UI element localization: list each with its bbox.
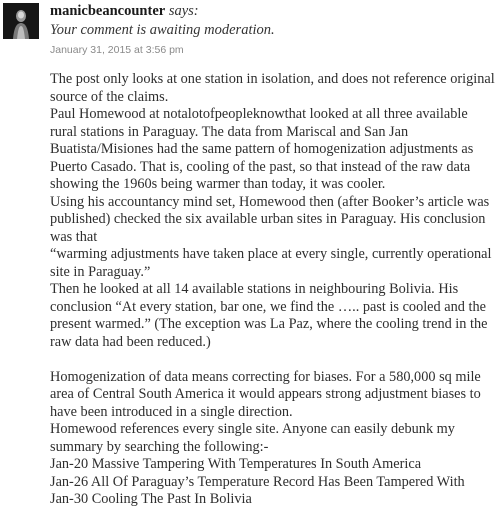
comment-meta [50, 0, 490, 58]
comment-body [50, 71, 496, 509]
comment-paragraph: Jan-26 All Of Paraguay’s Temperature Record Has Been Tampered With [50, 473, 465, 490]
paragraph-gap [50, 351, 496, 369]
comment-date-link[interactable]: January 31, 2015 at 3:56 pm [50, 44, 184, 56]
comment-paragraph: Jan-30 Cooling The Past In Bolivia [50, 491, 252, 507]
comment-paragraph: “warming adjustments have taken place at every single, currently operational site in Paraguay.” [50, 246, 492, 280]
comment-paragraph: The post only looks at one station in isolation, and does not reference original source of the claims. [50, 71, 495, 105]
moderation-notice: Your comment is awaiting moderation. [50, 22, 275, 38]
comment-paragraph: Homewood references every single site. Anyone can easily debunk my summary by searching the following:- [50, 421, 455, 455]
comment-paragraph: Paul Homewood at notalotofpeopleknowthat looked at all three available rural stations in Paraguay. The data from Mariscal and San Jan Buatista/Misiones had the same pattern of homogenization adjustments as Puerto Casado. That is, cooling of the past, so that instead of the raw data showing the 1960s being warmer than today, it was cooler. [50, 106, 474, 192]
comment-paragraph: Then he looked at all 14 available stations in neighbouring Bolivia. His conclusion “At every station, bar one, we find the ….. past is cooled and the present warmed.” (The exception was La Paz, where the cooling trend in the raw data had been reduced.) [50, 281, 488, 350]
avatar[interactable] [3, 3, 39, 39]
author-link[interactable]: manicbeancounter [50, 3, 166, 19]
says-label: says: [168, 3, 199, 19]
comment-paragraph: Jan-20 Massive Tampering With Temperatures In South America [50, 456, 422, 472]
comment-paragraph: Using his accountancy mind set, Homewood then (after Booker’s article was published) checked the six available urban sites in Paraguay. His conclusion was that [50, 193, 490, 245]
avatar-icon [3, 3, 39, 39]
author-line [50, 1, 490, 21]
comment-paragraph: Homogenization of data means correcting for biases. For a 580,000 sq mile area of Central South America it would appears strong adjustment biases to have been introduced in a single direction. [50, 368, 481, 420]
